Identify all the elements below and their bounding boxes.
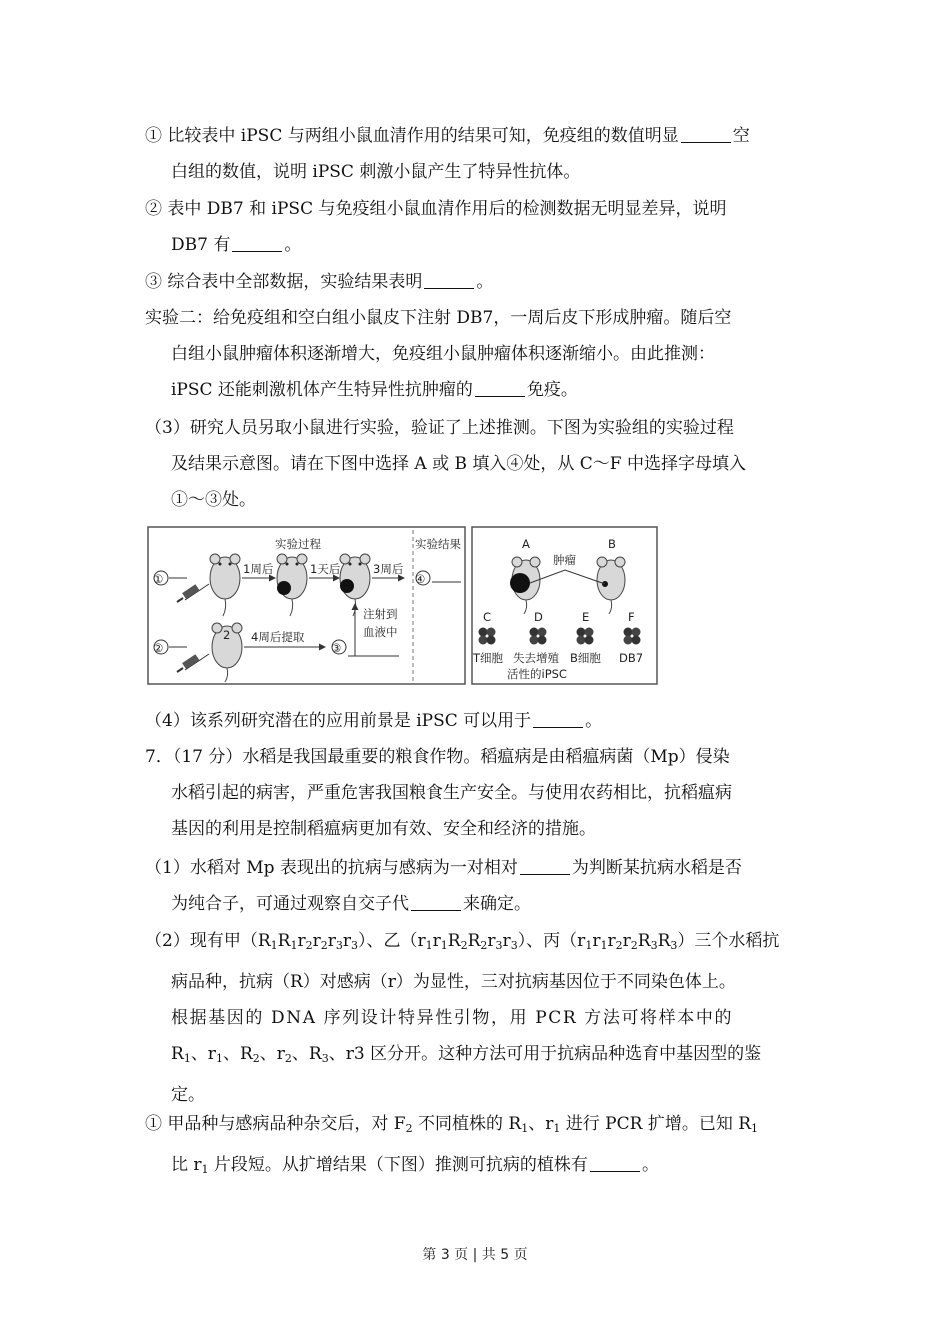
text: ）、乙（r [358,931,426,951]
text: 、r3 区分开。这种方法可用于抗病品种选育中基因型的鉴 [328,1044,762,1064]
text: 白组小鼠肿瘤体积逐渐增大，免疫组小鼠肿瘤体积逐渐缩小。由此推测： [171,344,715,364]
subscript: 3 [495,939,503,952]
option-b-label: B [608,537,616,551]
text: 空 [732,126,750,146]
text: R [171,1044,184,1064]
question-7-intro [145,739,810,847]
answer-blank[interactable] [475,380,525,397]
subscript: 1 [751,1122,759,1135]
subscript: 2 [480,939,488,952]
tumor-mark [340,579,354,593]
option-f-label: F [628,610,635,624]
experiment-figure [147,526,659,686]
text: r [312,931,321,951]
answer-blank[interactable] [232,235,282,252]
subscript: 2 [320,939,328,952]
subscript: 1 [521,1122,529,1135]
text: （2）现有甲（R [145,931,271,951]
slot-4: ④ [415,572,426,586]
subscript: 2 [284,1052,292,1065]
db7-label: DB7 [619,651,644,665]
arrow-label: 3周后 [373,562,404,576]
text: R [467,931,481,951]
text: 为判断某抗病水稻是否 [571,858,742,878]
question-7-1 [145,850,810,922]
text: r [297,931,306,951]
answer-blank[interactable] [533,711,583,728]
question-4 [145,703,810,739]
text: 不同植株的 R [412,1114,522,1134]
text: 。 [284,235,302,255]
text: r [487,931,496,951]
text: R [277,931,291,951]
subscript: 3 [351,939,358,952]
text: r [327,931,336,951]
option-a-label: A [522,537,530,551]
mouse-number: 2 [223,628,231,642]
experiment-two [145,300,810,408]
subscript: 1 [425,939,433,952]
text: 、r [190,1044,216,1064]
text: R [637,931,651,951]
text: 7．（17 分）水稻是我国最重要的粮食作物。稻瘟病是由稻瘟病菌（Mp）侵染 [145,747,730,767]
slot-1: ① [153,572,164,586]
text: R [447,931,461,951]
text: r [502,931,511,951]
option-c-label: C [483,610,492,624]
text: 、R [222,1044,253,1064]
d-label: 活性的iPSC [507,667,567,681]
subscript: 2 [615,939,623,952]
answer-blank[interactable] [681,126,731,143]
answer-blank[interactable] [411,894,461,911]
text: 、r [259,1044,285,1064]
question-7-2 [145,923,810,1113]
option-d-label: D [534,610,543,624]
answer-blank[interactable] [520,858,570,875]
option-e-label: E [582,610,590,624]
page-footer: 第 3 页 | 共 5 页 [422,1247,528,1263]
arrow-label: 1天后 [310,562,341,576]
text: iPSC 还能刺激机体产生特异性抗肿瘤的 [171,380,473,400]
subscript: 1 [585,939,593,952]
arrow-label: 4周后提取 [251,630,305,644]
text: ② 表中 DB7 和 iPSC 与免疫组小鼠血清作用后的检测数据无明显差异，说明 [145,199,727,219]
d-label: 失去增殖 [513,651,559,665]
text: 。 [585,711,603,731]
subscript: 1 [290,939,298,952]
text: r [607,931,616,951]
text: 为纯合子，可通过观察自交子代 [171,894,409,914]
text: （1）水稻对 Mp 表现出的抗病与感病为一对相对 [145,858,518,878]
subscript: 3 [650,939,658,952]
text: ）、丙（r [517,931,586,951]
text: r [432,931,441,951]
text: （4）该系列研究潜在的应用前景是 iPSC 可以用于 [145,711,532,731]
text: 片段短。从扩增结果（下图）推测可抗病的植株有 [208,1155,588,1175]
subscript: 1 [600,939,608,952]
t-cell-label: T细胞 [473,651,504,665]
inject-label: 注射到 [363,607,398,621]
inject-label: 血液中 [363,625,398,639]
subscript: 1 [183,1052,191,1065]
subscript: 2 [405,1122,413,1135]
question-2-2 [145,191,810,263]
text: 、r [528,1114,554,1134]
subscript: 2 [630,939,638,952]
question-2-3 [145,264,810,300]
text: r [342,931,351,951]
text: （3）研究人员另取小鼠进行实验，验证了上述推测。下图为实验组的实验过程 [145,418,734,438]
subscript: 2 [460,939,468,952]
process-title: 实验过程 [275,537,321,551]
text: 免疫。 [526,380,578,400]
subscript: 3 [510,939,518,952]
text: 来确定。 [463,894,531,914]
answer-blank[interactable] [424,272,474,289]
text: 病品种，抗病（R）对感病（r）为显性，三对抗病基因位于不同染色体上。 [171,972,736,992]
text: ①～③处。 [171,490,256,510]
text: ③ 综合表中全部数据，实验结果表明 [145,272,423,292]
subscript: 2 [252,1052,260,1065]
text: 比 r [171,1155,202,1175]
tumor-label: 肿瘤 [553,553,576,567]
text: 。 [476,272,494,292]
tumor-mark [277,581,291,595]
text: ① 比较表中 iPSC 与两组小鼠血清作用的结果可知，免疫组的数值明显 [145,126,679,146]
result-title: 实验结果 [415,537,461,551]
subscript: 2 [305,939,313,952]
slot-2: ② [153,641,164,655]
text: 定。 [171,1085,205,1105]
question-3 [145,410,810,518]
text: ）三个水稻抗 [677,931,780,951]
text: 基因的利用是控制稻瘟病更加有效、安全和经济的措施。 [171,819,596,839]
question-7-2-1 [145,1106,810,1188]
text: 根据基因的 DNA 序列设计特异性引物，用 PCR 方法可将样本中的 [171,1008,734,1028]
text: DB7 有 [171,235,231,255]
text: 。 [641,1155,659,1175]
text: r [592,931,601,951]
text: r [622,931,631,951]
text: 及结果示意图。请在下图中选择 A 或 B 填入④处，从 C～F 中选择字母填入 [171,454,746,474]
arrow-label: 1周后 [243,562,274,576]
subscript: 3 [321,1052,329,1065]
text: 实验二：给免疫组和空白组小鼠皮下注射 DB7，一周后皮下形成肿瘤。随后空 [145,308,732,328]
text: 、R [291,1044,322,1064]
subscript: 1 [201,1163,209,1176]
subscript: 1 [215,1052,223,1065]
subscript: 1 [440,939,448,952]
text: 水稻引起的病害，严重危害我国粮食生产安全。与使用农药相比，抗稻瘟病 [171,783,732,803]
answer-blank[interactable] [590,1155,640,1172]
subscript: 3 [670,939,678,952]
text: R [657,931,671,951]
subscript: 1 [270,939,278,952]
question-2-1 [145,118,810,190]
subscript: 3 [335,939,343,952]
subscript: 1 [553,1122,561,1135]
text: 进行 PCR 扩增。已知 R [560,1114,752,1134]
text: ① 甲品种与感病品种杂交后，对 F [145,1114,406,1134]
b-cell-label: B细胞 [570,651,601,665]
text: 白组的数值，说明 iPSC 刺激小鼠产生了特异性抗体。 [171,162,581,182]
slot-3: ③ [331,641,342,655]
